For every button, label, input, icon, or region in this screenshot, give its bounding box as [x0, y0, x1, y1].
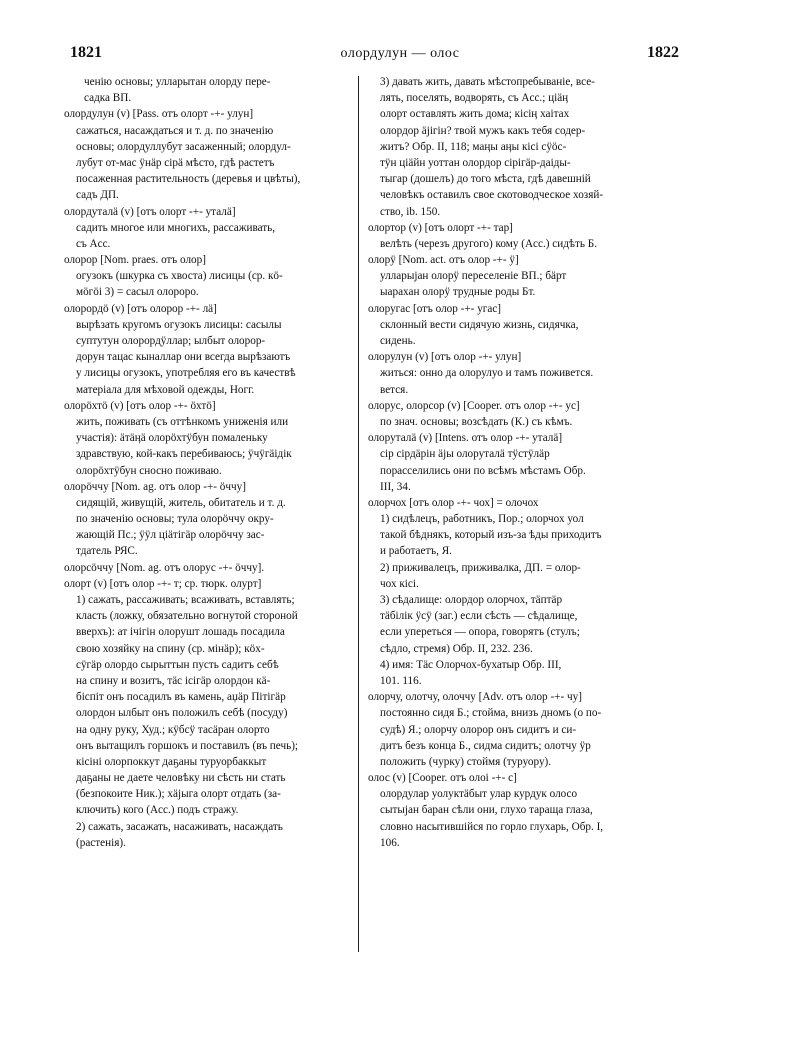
entry-text-line: житъ? Обр. II, 118; маӊы аӊы кісі сӱӧс-	[380, 140, 567, 153]
entry-text-line: 4) имя: Тӓс Олорчох-бухатыр Обр. III,	[380, 658, 562, 671]
entry-text-line: ство, ib. 150.	[380, 205, 441, 218]
entry-text-line: олордор ӓјігін? твой мужъ какъ тебя содер-	[380, 124, 586, 137]
entry-text-line: на одну руку, Худ.; кӱбсӱ тасӓран олорто	[76, 723, 270, 736]
entry-headword-line: олорт (v) [отъ олор -+- т; ср. тюрк. олурт]	[64, 577, 262, 590]
right-column	[368, 74, 668, 851]
entry-text-line: ключить) кого (Acc.) подъ стражу.	[76, 804, 239, 817]
entry-text-line: 2) приживалецъ, приживалка, ДП. = олор-	[380, 561, 581, 574]
left-page-number: 1821	[70, 44, 102, 61]
entry-text-line: словно насытившійся по горло глухарь, Обр. I,	[380, 820, 604, 833]
entry-text-line: III, 34.	[380, 480, 411, 493]
entry-text-line: у лисицы огузокъ, употребляя его въ качествѣ	[76, 367, 296, 380]
entry-text-line: лять, поселять, водворять, съ Acc.; ціӓӊ	[380, 92, 569, 105]
entry-text-line: сидень.	[380, 335, 416, 347]
left-column	[64, 74, 359, 851]
entry-text-line: и работаетъ, Я.	[380, 545, 452, 558]
entry-text-line: сѣдло, стремя) Обр. II, 232. 236.	[380, 642, 533, 655]
entry-text-line: положить (чурку) стоймя (туруору).	[380, 755, 552, 768]
entry-text-line: огузокъ (шкурка съ хвоста) лисицы (ср. кӧ-	[76, 270, 283, 283]
entry-headword-line: олорчу, олотчу, олоччу [Adv. отъ олор -+- чу]	[368, 691, 582, 704]
entry-headword-line: олорордӧ (v) [отъ олорор -+- лӓ]	[64, 302, 217, 315]
entry-text-line: порасселились они по всѣмъ мѣстамъ Обр.	[380, 464, 586, 477]
entry-text-line: человѣкъ оставилъ свое скотоводческое хозяй-	[380, 189, 604, 202]
entry-text-line: садъ ДП.	[76, 189, 119, 202]
entry-text-line: 3) давать жить, давать мѣстопребываніе, все-	[380, 76, 595, 88]
entry-headword-line: олордулун (v) [Pass. отъ олорт -+- улун]	[64, 108, 254, 121]
entry-text-line: олорӧхтӱбун сносно поживаю.	[76, 464, 222, 477]
entry-text-line: такой бѣднякъ, который изъ-за ѣды приходитъ	[380, 529, 602, 542]
entry-text-line: тдатель РЯС.	[76, 545, 138, 558]
entry-text-line: 1) сажать, расcаживать; всаживать, вставлять;	[76, 594, 295, 606]
entry-text-line: вется.	[380, 383, 409, 396]
entry-text-line: сір сірдӓрін ӓјы олоруталӓ тӱстӱлӓр	[380, 448, 550, 461]
entry-headword-line: олорулун (v) [отъ олор -+- улун]	[368, 351, 522, 364]
entry-text-line: (растенія).	[76, 836, 126, 849]
entry-headword-line: олорор [Nom. praes. отъ олор]	[64, 254, 206, 267]
entry-text-line: улларыјан олорӱ переселеніе ВП.; бӓрт	[380, 270, 567, 283]
entry-text-line: 3) сѣдалище: олордор олорчох, тӓптӓр	[380, 594, 563, 606]
entry-text-line: сидящій, живущій, житель, обитатель и т. д.	[76, 496, 286, 509]
entry-text-line: основы; олордуллубут засаженный; олордул-	[76, 140, 291, 153]
entry-text-line: дитъ безъ конца Б., сидма сидитъ; олотчу ӱр	[380, 739, 591, 752]
entry-text-line: сӱгӓр олордо сырыттын пусть садитъ себѣ	[76, 658, 279, 671]
entry-text-line: 101. 116.	[380, 674, 422, 687]
entry-text-line: если упереться — опора, говорятъ (стулъ;	[380, 626, 580, 639]
entry-text-line: класть (ложку, обязательно вогнутой стороной	[76, 610, 298, 623]
entry-headword-line: олортор (v) [отъ олорт -+- тар]	[368, 221, 513, 234]
entry-text-line: тӱн ціӓйн уоттан олордор сірігӓр-даіды-	[380, 156, 571, 169]
entry-text-line: вверхъ): ат ічігін олорушт лошадь посадила	[76, 626, 285, 639]
entry-text-line: кісіні олорпоккут даҕаны туруорбаккыт	[76, 755, 267, 768]
entry-text-line: чох кісі.	[380, 577, 419, 590]
entry-text-line: по значенію основы; тула олорӧччу окру-	[76, 513, 274, 526]
entry-text-line: жить, поживать (съ оттѣнкомъ униженія или	[76, 415, 289, 428]
entry-text-line: 1) сидѣлецъ, работникъ, Пор.; олорчох уол	[380, 513, 584, 526]
right-page-number: 1822	[647, 44, 679, 61]
entry-text-line: олордулар уолуктӓбыт улар курдук олосо	[380, 788, 578, 801]
entry-text-line: ыарахан олорӱ трудные роды Бт.	[380, 286, 536, 299]
entry-text-line: на спину и возитъ, тӓс ісігӓр олордон кӓ-	[76, 674, 271, 687]
entry-text-line: матеріала для мѣховой одежды, Ногг.	[76, 383, 255, 396]
entry-text-line: садка ВП.	[84, 92, 132, 105]
entry-text-line: свою хозяйку на спину (ср. мінӓр); кӧх-	[76, 642, 265, 655]
entry-text-line: дорун тацас кыналлар они всегда вырѣзаютъ	[76, 351, 291, 364]
entry-headword-line: олорус, олорсор (v) [Cooper. отъ олор -+- ус]	[368, 399, 580, 412]
entry-text-line: постоянно сидя Б.; стойма, внизъ дномъ (о по-	[380, 707, 602, 720]
entry-text-line: ченію основы; улларытан олорду пере-	[84, 76, 271, 88]
entry-text-line: біспіт онъ посадилъ въ камень, аџӓр Пітігӓр	[76, 691, 286, 704]
entry-text-line: мӧгӧі 3) = сасыл олороро.	[76, 286, 199, 299]
entry-text-line: сажаться, насаждаться и т. д. по значенію	[76, 124, 274, 137]
entry-text-line: садить многое или многихъ, рассаживать,	[76, 221, 276, 234]
entry-text-line: склонный вести сидячую жизнь, сидячка,	[380, 318, 579, 331]
entry-headword-line: олорӧхтӧ (v) [отъ олор -+- ӧхтӧ]	[64, 399, 216, 412]
entry-headword-line: олорӧччу [Nom. ag. отъ олор -+- ӧччу]	[64, 480, 246, 493]
entry-text-line: вырѣзать кругомъ огузокъ лисицы: сасылы	[76, 318, 282, 331]
running-head-title: олордулун — олос	[340, 46, 460, 61]
entry-headword-line: олоруталӓ (v) [Intens. отъ олор -+- уталӓ]	[368, 432, 563, 445]
entry-text-line: онъ вытащилъ горшокъ и поставилъ (въ печь);	[76, 739, 299, 752]
entry-text-line: лубут от-мас ӱнӓр сірӓ мѣсто, гдѣ растетъ	[76, 156, 275, 169]
column-divider	[358, 76, 359, 952]
entry-text-line: житься: онно да олорулуо и тамъ поживется.	[380, 367, 594, 380]
entry-headword-line: олорсӧччу [Nom. ag. отъ олорус -+- ӧччу].	[64, 561, 265, 574]
entry-text-line: (безпокоите Ник.); хӓјыга олорт отдать (за-	[76, 788, 281, 801]
entry-text-line: жающій Пс.; ӱӱл ціӓтігӓр олорӧччу зас-	[76, 529, 265, 542]
entry-text-line: 106.	[380, 836, 400, 849]
entry-headword-line: олос (v) [Cooper. отъ олоі -+- с]	[368, 772, 517, 785]
entry-text-line: 2) сажать, засажать, насаживать, насаждать	[76, 820, 283, 833]
entry-text-line: участія): ӓтӓӊӓ олорӧхтӱбун помаленьку	[76, 432, 268, 445]
entry-headword-line: олоругас [отъ олор -+- угас]	[368, 302, 502, 315]
entry-text-line: судѣ) Я.; олорчу олорор онъ сидитъ и си-	[380, 723, 577, 736]
entry-headword-line: олорчох [отъ олор -+- чох] = олочох	[368, 496, 539, 509]
entry-text-line: велѣть (черезъ другого) кому (Acc.) сидѣть Б.	[380, 237, 598, 250]
entry-text-line: олордон ылбыт онъ положилъ себѣ (посуду)	[76, 707, 288, 720]
entry-text-line: здравствую, кой-какъ перебиваюсь; ӱчӱгӓідік	[76, 448, 292, 461]
entry-headword-line: олорӱ [Nom. act. отъ олор -+- ӱ]	[368, 254, 519, 267]
entry-text-line: суптутун олорордӱллар; ылбыт олорор-	[76, 335, 266, 347]
entry-text-line: съ Acc.	[76, 237, 111, 250]
page-header	[0, 44, 800, 68]
entry-text-line: тыгар (дошелъ) до того мѣста, гдѣ давешній	[380, 173, 591, 186]
entry-text-line: даҕаны не даете человѣку ни сѣсть ни стать	[76, 772, 286, 785]
entry-headword-line: олордуталӓ (v) [отъ олорт -+- уталӓ]	[64, 205, 236, 218]
entry-text-line: посаженная растительность (деревья и цвѣты),	[76, 173, 301, 186]
entry-text-line: по знач. основы; возсѣдать (К.) съ кѣмъ.	[380, 415, 573, 428]
entry-text-line: сытыјан баран сѣли они, глухо тараща глаза,	[380, 804, 593, 817]
entry-text-line: олорт оставлять жить дома; кісіӊ хаітах	[380, 108, 570, 121]
entry-text-line: тӓбілік ӱсӱ (заг.) если сѣсть — сѣдалище,	[380, 610, 578, 623]
